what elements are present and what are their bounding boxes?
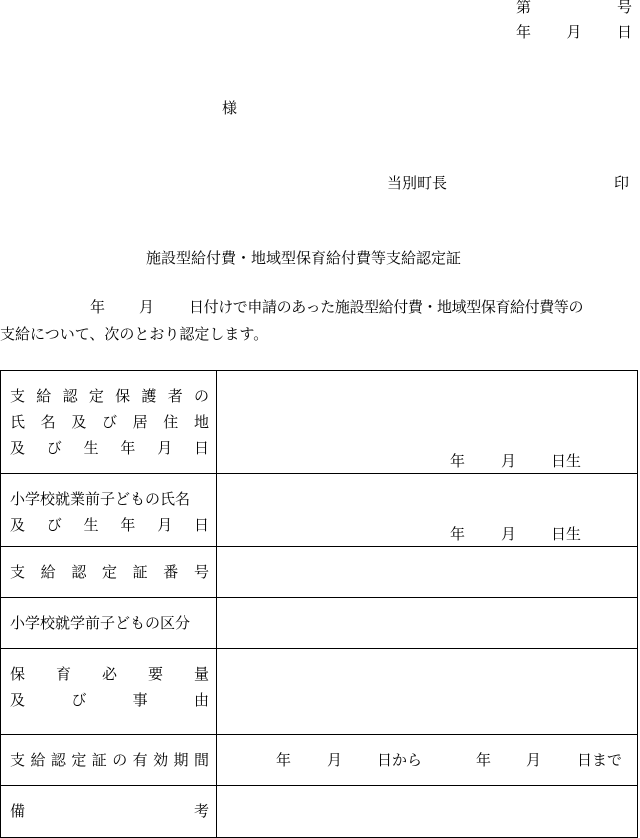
label-child-category [1,598,217,649]
value-care-amount[interactable] [217,649,638,735]
value-guardian-info[interactable] [217,371,638,474]
valid-to-month: 月 [526,751,542,769]
valid-from-year: 年 [276,751,292,769]
label-line: 及 び 生 年 月 日 [10,516,209,534]
value-remarks[interactable] [217,786,638,838]
document-number-line [516,0,632,15]
birth-year: 年 [450,452,466,470]
label-line: 及 び 生 年 月 日 [10,439,209,457]
issue-date-year: 年 [516,23,532,41]
body-date-year: 年 [90,298,106,316]
birth-month: 月 [501,452,517,470]
body-line-1-text: 日付けで申請のあった施設型給付費・地域型保育給付費等の [189,298,584,316]
label-line: 支 給 認 定 証 番 号 [10,563,209,581]
label-line: 保 育 必 要 量 [10,665,209,683]
label-child-info [1,474,217,547]
row-guardian-info [1,371,638,474]
seal-mark: 印 [614,174,630,192]
valid-to-year: 年 [476,751,492,769]
row-care-amount [1,649,638,735]
row-child-info [1,474,638,547]
label-guardian-info [1,371,217,474]
value-certificate-number[interactable] [217,547,638,598]
issue-date-month: 月 [566,23,582,41]
row-certificate-number [1,547,638,598]
label-line: 氏 名 及 び 居 住 地 [10,413,209,431]
number-suffix: 号 [616,0,632,16]
issue-date-day: 日 [616,23,632,41]
issuer-name: 当別町長 [387,174,448,192]
birth-day: 日生 [551,452,582,470]
value-validity-period[interactable] [217,735,638,786]
label-line: 支 給 認 定 証 の 有 効 期 間 [10,751,209,769]
addressee-suffix: 様 [222,99,238,117]
label-line: 小学校就学前子どもの区分 [10,614,191,632]
certificate-table [0,370,638,838]
value-child-category[interactable] [217,598,638,649]
number-prefix: 第 [516,0,532,16]
child-birth-year: 年 [450,525,466,543]
label-line: 小学校就業前子どもの氏名 [10,490,191,508]
row-child-category [1,598,638,649]
label-care-amount [1,649,217,735]
document-title: 施設型給付費・地域型保育給付費等支給認定証 [146,249,462,267]
value-child-info[interactable] [217,474,638,547]
child-birth-day: 日生 [551,525,582,543]
body-line-2: 支給について、次のとおり認定します。 [0,325,269,343]
child-birth-month: 月 [501,525,517,543]
valid-from-month: 月 [327,751,343,769]
row-remarks [1,786,638,838]
body-date-month: 月 [139,298,155,316]
label-validity-period [1,735,217,786]
label-line: 支 給 認 定 保 護 者 の [10,387,209,405]
label-line: 備 考 [10,802,209,820]
label-remarks [1,786,217,838]
issue-date-line [516,25,632,40]
label-line: 及 び 事 由 [10,691,209,709]
valid-from-day: 日から [377,751,423,769]
row-validity-period [1,735,638,786]
valid-to-day: 日まで [577,751,623,769]
label-certificate-number [1,547,217,598]
